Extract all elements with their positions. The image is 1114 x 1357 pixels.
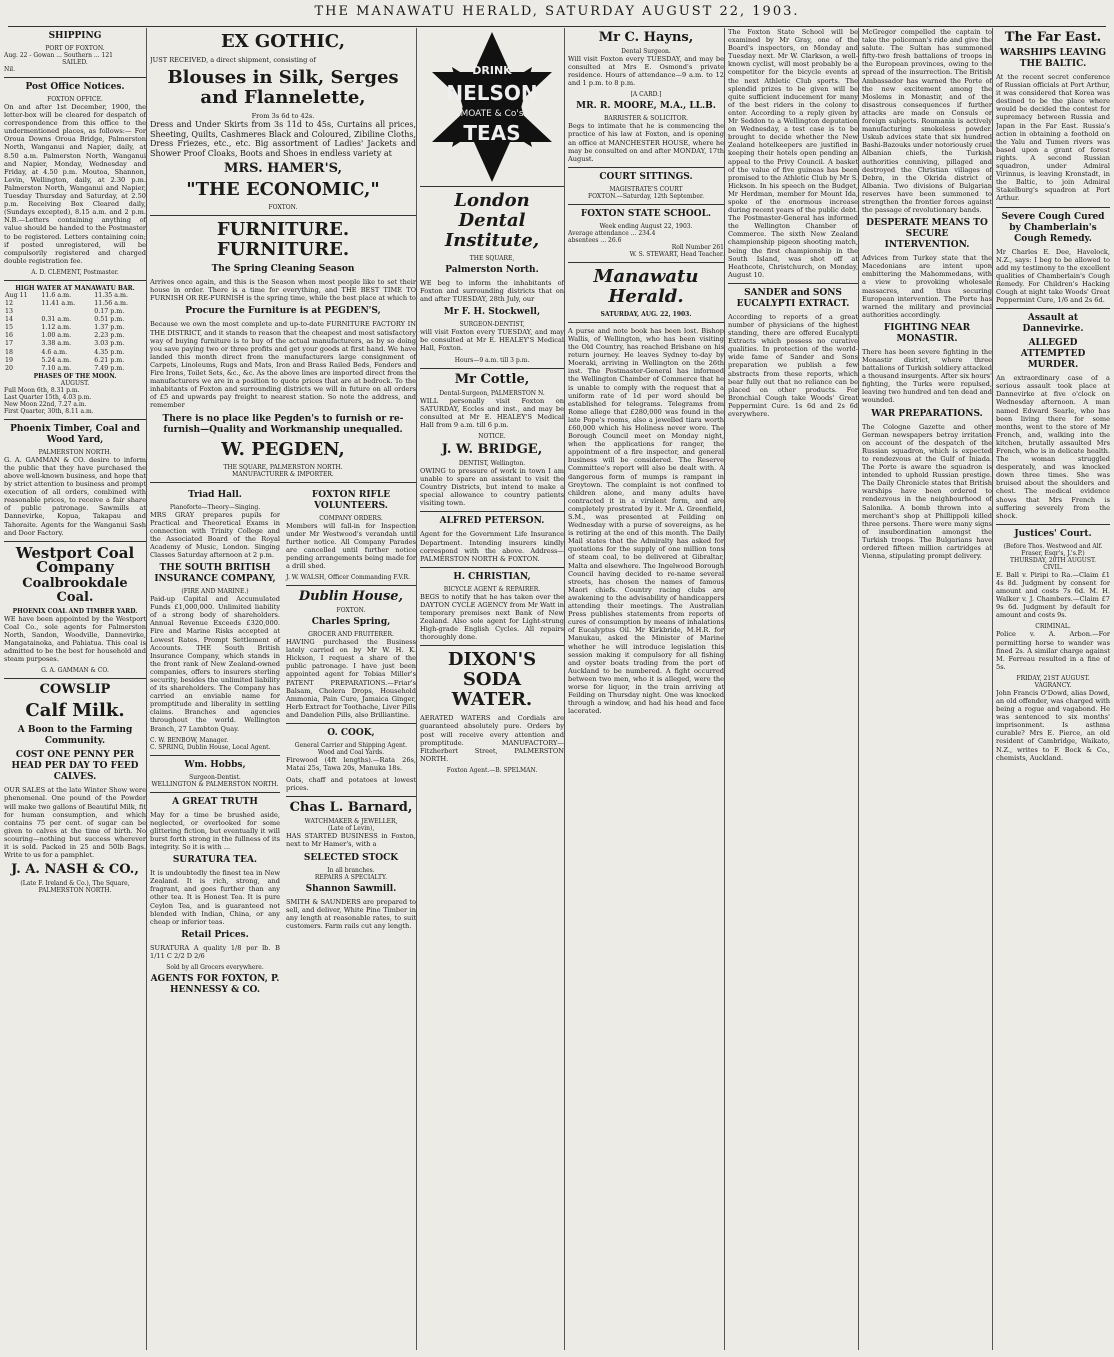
divider	[286, 585, 416, 586]
hobbs-address: WELLINGTON & PALMERSTON NORTH.	[151, 780, 279, 788]
tide-cell: 0.51 p.m.	[94, 316, 125, 324]
firewood-prices: Firewood (4ft lengths).—Rata 26s, Matai 25s, Tawa 20s, Manuka 18s.	[286, 756, 416, 773]
tide-cell: 13	[5, 308, 14, 316]
westport-sign: G. A. GAMMAN & CO.	[41, 667, 109, 675]
school-roll: Roll Number 261	[671, 243, 724, 251]
herald-title: Manawatu Herald.	[593, 265, 699, 307]
barnard-sub: WATCHMAKER & JEWELLER,	[304, 818, 398, 826]
hobbs-title: Wm. Hobbs,	[184, 759, 246, 770]
nash-sub: (Late F. Ireland & Co.), The Square, PALMERSTON NORTH.	[20, 880, 130, 895]
procure-line: Procure the Furniture is at PEGDEN'S,	[185, 306, 381, 317]
christian-sub: BICYCLE AGENT & REPAIRER.	[443, 585, 541, 593]
phoenix-coal: PHOENIX COAL AND TIMBER YARD.	[12, 607, 138, 615]
hayns-title: Mr C. Hayns,	[598, 30, 694, 45]
tide-cell: 11.56 a.m.	[94, 299, 128, 307]
tide-row	[4, 324, 146, 332]
branches-line: In all branches.	[327, 866, 375, 874]
moon-lines	[4, 387, 146, 415]
assault-title: Assault at Dannevirke.	[1022, 313, 1084, 335]
repairs-line: REPAIRS A SPECIALTY.	[314, 873, 388, 881]
divider	[420, 368, 564, 369]
divider	[996, 308, 1110, 309]
tide-cell: 11.35 a.m.	[94, 291, 128, 299]
divider	[568, 322, 724, 323]
tide-cell: 19	[5, 356, 14, 364]
agents-foxton: AGENTS FOR FOXTON, P. HENNESSY & CO.	[150, 973, 280, 995]
tide-row	[4, 349, 146, 357]
column-3	[420, 28, 565, 1350]
divider	[420, 511, 564, 512]
court-line: FOXTON.—Saturday, 12th September.	[587, 192, 705, 200]
moon-line: First Quarter, 30th, 8.11 a.m.	[4, 407, 94, 415]
bridge-sub: DENTIST, Wellington.	[458, 459, 526, 467]
spring-cleaning: The Spring Cleaning Season	[211, 264, 355, 275]
barnard-body: HAS STARTED BUSINESS in Foxton, next to Mr Hamer's, with a	[286, 832, 416, 849]
divider	[420, 645, 564, 646]
charles-spring: Charles Spring,	[311, 617, 391, 628]
alleged-title: ALLEGED ATTEMPTED MURDER.	[1020, 338, 1086, 371]
divider	[150, 482, 416, 483]
column-6	[862, 28, 993, 1350]
divider	[4, 77, 146, 78]
post-office-sub: FOXTON OFFICE.	[47, 96, 103, 103]
dental-body: WE beg to inform the inhabitants of Foxton and surrounding districts that on and after TUESDAY, 28th July, our	[420, 279, 564, 304]
blouses-title: Blouses in Silk, Serges and Flannelette,	[167, 67, 399, 109]
tide-cell: 11.6 a.m.	[41, 291, 72, 299]
pegden-trade: MANUFACTURER & IMPORTER.	[232, 470, 334, 478]
tide-row	[4, 365, 146, 373]
divider	[568, 167, 724, 168]
oats-line: Oats, chaff and potatoes at lowest prices.	[286, 776, 416, 793]
triad-body: MRS GRAY prepares pupils for Practical and Theoretical Exams in connection with Trinity College and the Associated Board of the Royal Academy of Music, London. Singing Classes Saturday afternoon at 2 p.m.	[150, 510, 280, 559]
barnard-title: Chas L. Barnard,	[289, 800, 413, 816]
southbritish-title: THE SOUTH BRITISH INSURANCE COMPANY,	[154, 563, 276, 585]
economic-foxton: FOXTON.	[268, 204, 298, 212]
furniture-body-2: Because we own the most complete and up-to-date FURNITURE FACTORY IN THE DISTRICT, and it stands to reason that the cheapest and most satisfactory way of buying furniture is to buy of the actual manufacturers, as by so doing you save paying two or three profits and get your goods at first hand. We have landed this month direct from the manufacturers large consignment of Carpets, Linoleums, Rugs and Mats, Iron and Brass Railed Beds, Fenders and Fire Irons, Toilet Sets, &c., &c. As the above lines are imported direct from the manufacturers we are in a position to quote prices that are at bedrock. To the inhabitants of Foxton and surrounding districts we will in future on all orders of £5 and upwards pay freight to nearest station. So note the address, and remember	[150, 320, 416, 410]
thursday-label: THURSDAY, 20TH AUGUST.	[1010, 556, 1096, 564]
phoenix-title: Phoenix Timber, Coal and Wood Yard,	[10, 423, 140, 445]
divider	[568, 204, 724, 205]
cough-body: Mr Charles E. Dee, Havelock, N.Z., says: I beg to be allowed to add my testimony to the excellent qualities of Chamberlain's Cough Remedy. For Children's Hacking Cough at night take Woods' Great Peppermint Cure, 1/6 and 2s 6d.	[996, 247, 1110, 305]
news-body: A purse and note book has been lost. Bishop Wallis, of Wellington, who has been visiting the Old Country, has reached Brisbane on his return journey. He leaves Sydney to-day by Moeraki, arriving in Wellington on the 26th inst. The Postmaster-General has informed the Wellington Chamber of Commerce that he is unable to comply with the request that a uniform rate of 1d per word should be established for telegrams. Telegrams from Rome allege that £280,000 was found in the late Pope's rooms, also a jewelled tiara worth £60,000 which his Holiness never wore. The Borough Council meet on Monday night, when the applications for ranger, the appointment of a fire inspector, and general business will be considered. The Reserve Committee's report will also be dealt with. A dangerous form of mumps is rampant in Greytown. The complaint is not confined to children alone, and many adults have contracted it in a virulent form, and are completely prostrated by it. Mr A. Greenfield, S.M., was presented at Feilding on Wednesday with a purse of sovereigns, as he is retiring at the end of this month. The Daily Mail states that the Admiralty has asked for quotations for the supply of one million tons of steam coal, to be delivered at Gibraltar, Malta and elsewhere. The Ingelwood Borough Council having decided to re-name several streets, has chosen the names of famous Maori chiefs. Country racing clubs are awakening to the advisability of handicappers attending their meetings. The Australian Press publishes statements from reports of cures of consumption by means of inhalations of Eucalyptus Oil. Mr Kirkbride, M.H.R. for Manukau, asked the Minister of Marine whether he will introduce legislation this session making it compulsory for all fishing and oyster boats trading from the port of Auckland to be numbered. A fight occurred between two men, who it is alleged, were the worse for liquor, in the train arriving at Feilding on Thursday night. One was knocked through a window, and had his head and face lacerated.	[568, 326, 724, 716]
cook-title: O. COOK,	[327, 728, 375, 738]
moore-sub: BARRISTER & SOLICITOR.	[603, 115, 688, 123]
stockwell-body: will visit Foxton every TUESDAY, and may be consulted at Mr E. HEALEY'S Medical Hall, Foxton.	[420, 328, 564, 353]
phoenix-sub: PALMERSTON NORTH.	[38, 448, 112, 456]
divider	[4, 419, 146, 420]
christian-body: BEGS to notify that he has taken over the DAYTON CYCLE AGENCY from Mr Watt in temporary premises next Bank of New Zealand. Also sole agent for Light-strung High-grade English Cycles. All repairs thoroughly done.	[420, 592, 564, 642]
tide-cell: 4.35 p.m.	[94, 348, 125, 356]
divider	[568, 262, 724, 263]
criminal-body: Police v. A. Arbon.—For permitting horse to wander was fined 2s. A similar charge against M. Ferreau resulted in a fine of 5s.	[996, 630, 1110, 671]
court-sub: MAGISTRATE'S COURT	[609, 185, 683, 193]
column-2	[150, 28, 417, 1350]
moon-title: PHASES OF THE MOON.	[33, 372, 117, 380]
tide-row	[4, 316, 146, 324]
hayns-sub: Dental Surgeon.	[621, 48, 671, 55]
walsh-sign: J. W. WALSH, Officer Commanding F.V.R.	[286, 574, 410, 582]
vagrancy-body: John Francis O'Dowd, alias Dowd, an old offender, was charged with being a rogue and vagabond. He was sentenced to six months' imprisonment. Is asthma curable? Mrs E. Pierce, an old resident of Cambridge, Waikato, N.Z., writes to F. Bock & Co., chemists, Auckland.	[996, 688, 1110, 762]
shipping-line: Aug. 22 - Gowan ... Southern ... 121	[4, 52, 113, 59]
dixon-title: DIXON'S SODA WATER.	[447, 649, 537, 711]
tide-cell: 2.23 p.m.	[94, 332, 125, 340]
dublin-body: HAVING purchased the Business lately carried on by Mr W. H. K. Hickson, I request a share of the public patronage. I have just been appointed agent for Tobias Miller's PATENT PREPARATIONS.—Friar's Balsam, Cholera Drops, Household Ammonia, Pain Cure, Jamaica Ginger, Herb Extract for Toothache, Liver Pills and Dandelion Pills, also Brilliantine.	[286, 638, 416, 719]
mrs-hamers: MRS. HAMER'S,	[223, 161, 343, 177]
calf-milk-title: Calf Milk.	[25, 700, 125, 722]
dress-body: Dress and Under Skirts from 3s 11d to 45s, Curtains all prices, Sheeting, Quilts, Cashmeres Black and Coloured, Zibiline Cloths, Dress Friezes, etc., etc. Big assortment of Ladies' Jackets and Shower Proof Cloaks, Boots and Shoes in endless variety at	[150, 120, 416, 158]
column-7	[996, 28, 1110, 1350]
westport-title: Westport Coal Company	[15, 543, 135, 576]
bridge-title: J. W. BRIDGE,	[441, 441, 543, 457]
divider	[4, 678, 146, 679]
phoenix-body: G. A. GAMMAN & CO. desire to inform the public that they have purchased the above well-known business, and hope that by strict attention to business and prompt execution of all orders, combined with reasonable prices, to receive a fair share of public patronage. Sawmills at Dannevirke, Kopua, Takapau and Tahoraite. Agents for the Wanganui Sash and Door Factory.	[4, 455, 146, 537]
tide-table	[4, 292, 146, 373]
war-body: The Cologne Gazette and other German newspapers betray irritation on account of the despatch of the Russian squadron, which is expected to rendezvous at the Gulf of Iniada. The Porte is aware the squadron is intended to uphold Russian prestige. The Daily Chronicle states that British warships have been ordered to rendezvous in the neighbourhood of Salonika. A bomb thrown into a merchant's shop at Phillippoli killed three persons. There were many signs of insubordination amongst the Turkish troops. The Bulgarians have ordered fifteen million cartridges at Vienna, stipulating prompt delivery.	[862, 422, 992, 561]
great-truth-title: A GREAT TRUTH	[172, 796, 258, 807]
sailed-nil: Nil.	[4, 66, 15, 73]
tide-cell: 4.6 a.m.	[41, 348, 68, 356]
divider	[4, 541, 146, 542]
desperate-title: DESPERATE MEANS TO SECURE INTERVENTION.	[866, 218, 988, 251]
tide-cell: 1.12 a.m.	[41, 324, 72, 332]
justices-title: Justices' Court.	[1014, 528, 1092, 539]
company-orders: COMPANY ORDERS.	[319, 514, 383, 522]
westport-body: WE have been appointed by the Westport Coal Co., sole agents for Palmerston North, Sandon, Woodville, Dannevirke, Mangatainoka, and Pahiatua. This coal is admitted to be the best for household and steam purposes.	[4, 614, 146, 664]
cottle-body: WILL personally visit Foxton on SATURDAY, Eccles and inst., and may be consulted at Mr E. HEALEY'S Medical Hall from 9 a.m. till 6 p.m.	[420, 396, 564, 429]
moon-line: New Moon 22nd, 7.27 a.m.	[4, 400, 87, 408]
sawmill-title: Shannon Sawmill.	[305, 883, 397, 894]
grocer-line: GROCER AND FRUITERER.	[308, 631, 394, 639]
bridge-body: OWING to pressure of work in town I am unable to spare an assistant to visit the Country Districts, but intend to make a special allowance to country patients visiting town.	[420, 466, 564, 508]
sawmill-body: SMITH & SAUNDERS are prepared to sell, and deliver, White Pine Timber in any length at reasonable rates, to suit customers. Farm rails cut any length.	[286, 897, 416, 930]
dublin-foxton: FOXTON.	[336, 607, 366, 615]
teas-label: TEAS	[463, 121, 521, 145]
tide-row	[4, 357, 146, 365]
sanders-title: SANDER and SONS EUCALYPTI EXTRACT.	[736, 287, 850, 309]
tide-row	[4, 292, 146, 300]
tide-cell: 15	[5, 324, 14, 332]
school-absentees: absentees ... 26.6	[568, 236, 622, 244]
justices-sub: (Before Thos. Westwood and Alf. Fraser, Esqr's, J.'s.P.)	[1003, 542, 1103, 557]
court-title: COURT SITTINGS.	[599, 171, 693, 182]
great-truth-body: May for a time be brushed aside, neglected, or overlooked for some glittering fiction, but eventually it will burst forth strong in the fullness of its integrity. So it is with ...	[150, 810, 280, 852]
post-office-sign: A. D. CLEMENT, Postmaster.	[31, 268, 119, 276]
spring-local-agent: C. SPRING, Dublin House, Local Agent.	[150, 743, 271, 751]
masthead: THE MANAWATU HERALD, SATURDAY AUGUST 22, 1903.	[8, 4, 1106, 27]
surgeon-dentist: SURGEON-DENTIST,	[459, 321, 525, 329]
nash-title: J. A. NASH & CO.,	[11, 862, 139, 878]
divider	[286, 796, 416, 797]
hayns-body: Will visit Foxton every TUESDAY, and may be consulted at Mrs E. Osmond's private residence. Hours of attendance—9 a.m. to 12 and 1 p.m. to 8 p.m.	[568, 55, 724, 88]
tide-cell: 0.31 a.m.	[41, 316, 72, 324]
moore-title: MR. R. MOORE, M.A., LL.B.	[576, 101, 716, 112]
tide-cell: 20	[5, 364, 14, 372]
divider	[996, 524, 1110, 525]
post-office-body: On and after 1st December, 1900, the letter-box will be cleared for despatch of correspondence from this office to the undermentioned places, as follows:— For Oroua Downs Oroua Bridge, Palmerston North, Wanganui and Napier, daily, at 8.50 a.m. Palmerston North, Wanganui and Napier, Monday, Wednesday and Friday, at 4.50 p.m. Moutoa, Shannon, Levin, Wellington, daily, at 2.30 p.m. Palmerston North, Wanganui and Napier, Tuesday Thursday and Saturday, at 2.50 p.m. Receiving Box Cleared daily, (Sundays excepted), 8.15 a.m. and 2 p.m. N.B.—Letters containing anything of value should be handed to the Postmaster to be registered. Letters containing coin; if posted unregistered, will be compulsorily registered and charged double registration fee.	[4, 103, 146, 265]
furniture-title: FURNITURE. FURNITURE.	[216, 219, 350, 261]
cook-sub: General Carrier and Shipping Agent.	[294, 742, 408, 749]
tide-cell: 1.00 a.m.	[41, 332, 72, 340]
post-office-title: Post Office Notices.	[25, 82, 125, 92]
barnard-levin: (Late of Levin),	[327, 825, 375, 833]
herald-date: SATURDAY, AUG. 22, 1903.	[600, 310, 692, 318]
fighting-title: FIGHTING NEAR MONASTIR.	[883, 322, 971, 344]
moon-sub: AUGUST.	[60, 379, 90, 387]
rifle-body: Members will fall-in for Inspection under Mr Westwood's verandah until further notice. All Company Parades are cancelled until further notice pending arrangements being made for a drill shed.	[286, 521, 416, 570]
dental-square: THE SQUARE,	[469, 255, 515, 262]
divider	[420, 186, 564, 187]
moate-label: MOATE & Co's	[460, 109, 524, 119]
warships-body: At the recent secret conference of Russian officials at Port Arthur, it was considered that Korea was destined to be the place where would be decided the contest for supremacy between Russia and Japan in the Far East. Russia's action in obtaining a foothold on the Yalu and Tumen rivers was based upon a grant of forest rights. A second Russian squadron, under Admiral Virinnus, is leaving Kronstadt, in the Baltic, to join Admiral Stakelburg's squadron at Port Arthur.	[996, 73, 1110, 203]
cowslip-title: COWSLIP	[39, 682, 111, 698]
stockwell-title: Mr F. H. Stockwell,	[443, 307, 541, 318]
retail-prices-body: SURATURA A quality 1/8 per lb. B 1/11 C 2/2 D 2/6	[150, 943, 280, 960]
dental-hours: Hours—9 a.m. till 3 p.m.	[454, 356, 530, 364]
peterson-body: Agent for the Government Life Insurance Department. Intending insurers kindly correspond with the above. Address— PALMERSTON NORTH & FOXTON.	[420, 530, 564, 563]
blouses-price: From 3s 6d to 42s.	[251, 112, 315, 121]
civil-body: E. Ball v. Piripi to Ra.—Claim £1 4s 8d. Judgment by consent for amount and costs 7s 6d. M. H. Walker v. J. Chambers.—Claim £7 9s 6d. Judgment by default for amount and costs 9s.	[996, 570, 1110, 620]
tide-cell: 1.37 p.m.	[94, 324, 125, 332]
tide-cell: 17	[5, 340, 14, 348]
fighting-body: There has been severe fighting in the Monastir district, where three battalions of Turkish soldiery attacked a thousand insurgents. After six hours' fighting, the Turks were repulsed, leaving two hundred and ten dead and wounded.	[862, 347, 992, 405]
col6-body: McGregor compelled the captain to take the policeman's ride and give the salute. The Sultan has summoned fifty-two fresh battalions of troops in the European provinces, owing to the spread of the insurrection. The British Ambassador has warned the Porte of the new excitement among the Moslems in Monastir, and of the disastrous consequences if further attacks are made on Consuls or foreign subjects. Roumania is actively manufacturing smokeless powder. Uskub advices state that six hundred Bashi-Bazouks under notoriously cruel Albanian chiefs, the Turkish authorities conniving, pillaged and destroyed the Christian villages of Debra, in the Okrida district of Albania. Two divisions of Bulgarian reserves have been summoned to strengthen the frontier forces against the passage of revolutionary bands.	[862, 28, 992, 215]
moore-body: Begs to intimate that he is commencing the practice of his law at Foxton, and is opening an office at MANCHESTER HOUSE, where he may be consulted on and after MONDAY, 17th August.	[568, 122, 724, 163]
cottle-sub: Dental-Surgeon, PALMERSTON N.	[439, 389, 545, 397]
vagrancy-label: VAGRANCY.	[1034, 681, 1072, 689]
tide-title: HIGH WATER AT MANAWATU BAR.	[15, 284, 135, 292]
cook-wood: Wood and Coal Yards.	[317, 749, 385, 756]
shipping-sub: PORT OF FOXTON.	[45, 45, 105, 52]
tide-cell	[40, 308, 93, 316]
sailed-label: SAILED.	[62, 59, 88, 66]
divider	[420, 567, 564, 568]
school-week: Week ending August 22, 1903.	[599, 222, 693, 230]
suratura-body: It is undoubtedly the finest tea in New Zealand. It is rich, strong, and fragrant, and goes further than any other tea. It is Honest Tea. It is pure Ceylon Tea, and is guaranteed not blended with Indian, China, or any cheap or inferior teas.	[150, 869, 280, 926]
column-5	[728, 28, 859, 1350]
dental-palmerston: Palmerston North.	[445, 265, 539, 275]
tide-row	[4, 300, 146, 308]
ex-gothic-title: EX GOTHIC,	[220, 31, 346, 52]
tide-row	[4, 332, 146, 340]
london-dental-title: London Dental Institute,	[444, 190, 540, 251]
moon-line: Full Moon 6th, 8.31 p.m.	[4, 386, 80, 394]
shipping-title: SHIPPING	[48, 31, 102, 41]
dixon-body: AERATED WATERS and Cordials are guaranteed absolutely pure. Orders by post will receive every attention and promptitude. MANUFACTORY—Fitzherbert Street, PALMERSTON NORTH.	[420, 714, 564, 763]
tide-cell: Aug 11	[5, 291, 28, 299]
divider	[150, 755, 280, 756]
no-place-line: There is no place like Pegden's to furnish or re-furnish—Quality and Workmanship unequalled.	[162, 413, 404, 435]
sanders-body: According to reports of a great number of physicians of the highest standing, there are offered Eucalypti Extracts which possess no curative qualities. In protection of the world-wide fame of Sander and Sons preparation we publish a few abstracts from these reports, which bear fully out that no reliance can be placed on other products. For Bronchial Cough take Woods' Great Peppermint Cure. 1s 6d and 2s 6d everywhere.	[728, 312, 858, 419]
school-average: Average attendance ... 234.4	[568, 229, 656, 237]
nelson-teas-logo	[432, 32, 552, 182]
tide-cell: 18	[5, 348, 14, 356]
cottle-title: Mr Cottle,	[454, 371, 530, 387]
civil-label: CIVIL.	[1043, 563, 1063, 571]
moon-line: Last Quarter 15th, 4.03 p.m.	[4, 393, 92, 401]
southbritish-body: Paid-up Capital and Accumulated Funds £1,000,000. Unlimited liability of a strong body of shareholders. Annual Revenue Exceeds £320,000. Fire and Marine Risks accepted at Lowest Rates. Prompt Settlement of Accounts. THE South British Insurance Company, which stands in the front rank of New Zealand-owned companies, offers to insurers sterling security, besides the unlimited liability of its shareholders. The Company has carried an enviable name for promptitude and liberality in settling claims. Branches and agencies throughout the world. Wellington Branch, 27 Lambton Quay.	[150, 595, 280, 733]
tide-cell: 7.10 a.m.	[41, 364, 72, 372]
tide-cell: 3.38 a.m.	[41, 340, 72, 348]
school-title: FOXTON STATE SCHOOL.	[580, 208, 712, 219]
divider	[996, 207, 1110, 208]
cowslip-cost: COST ONE PENNY PER HEAD PER DAY TO FEED CALVES.	[11, 750, 139, 783]
cowslip-body: OUR SALES at the late Winter Show were phenomenal. One pound of the Powder will make two gallons of Beautiful Milk, fit for human consumption, and which contains 75 per cent. of sugar can be given to calves at the time of birth. No scouring—nothing but success wherever it is sold. Packed in 25 and 50lb Bags. Write to us for a pamphlet.	[4, 786, 146, 860]
tide-cell: 11.41 a.m.	[41, 299, 76, 307]
col5-body: The Foxton State School will be examined by Mr Gray, one of the Board's inspectors, on Monday and Tuesday next. Mr W. Clarkson, a well-known cyclist, will most probably be a competitor for the bicycle events at the next Athletic Club sports. The splendid prizes to be given will be quite sufficient inducement for many of the best riders in the colony to enter. According to a reply given by Mr Seddon to a Wellington deputation on Wednesday, a test case is to be brought to decide whether the New Zealand hotelkeepers are justified in keeping their hotels open pending an appeal to the Privy Council. A basket of the value of five guineas has been promised to the Athletic Club by Mr S. Hickson. In his speech on the Budget, Mr Herdman, member for Mount Ida, spoke of the enormous increase during recent years of the public debt. The Postmaster-General has informed the Wellington Chamber of Commerce. The sixth New Zealand championship pigeon shooting match, being the first championship in the South Island, was shot off at Heathcote, Christchurch, on Monday, August 10.	[728, 28, 858, 279]
alleged-body: An extraordinary case of a serious assault took place at Dannevirke at five o'clock on Wednesday afternoon. A man named Edward Searle, who has been living there for some months, went to the store of Mr French, and, walking into the kitchen, brutally assaulted Mrs French, who is in delicate health. The woman struggled desperately, and was knocked down three times. She was bruised about the shoulders and chest. The medical evidence shows that Mrs French is suffering severely from the shock.	[996, 374, 1110, 520]
far-east-title: The Far East.	[1004, 30, 1102, 45]
furniture-body-1: Arrives once again, and this is the Season when most people like to set their house in order. There is a time for everything, and THE BEST TIME TO FURNISH OR RE-FURNISH is the spring time, while the best place at which to	[150, 278, 416, 303]
criminal-label: CRIMINAL.	[1035, 623, 1071, 631]
economic-title: "THE ECONOMIC,"	[186, 179, 380, 201]
tide-row	[4, 308, 146, 316]
warships-title: WARSHIPS LEAVING THE BALTIC.	[999, 48, 1107, 69]
tide-cell: 5.24 a.m.	[41, 356, 72, 364]
tide-row	[4, 340, 146, 348]
divider	[4, 280, 146, 281]
pegden-name: W. PEGDEN,	[221, 438, 345, 460]
tide-cell: 14	[5, 316, 14, 324]
peterson-title: ALFRED PETERSON.	[439, 516, 545, 527]
retail-prices-title: Retail Prices.	[181, 929, 249, 940]
sub-col-left	[150, 487, 280, 999]
war-title: WAR PREPARATIONS.	[871, 408, 983, 419]
tide-cell: 12	[5, 299, 14, 307]
desperate-body: Advices from Turkey state that the Macedonians are intent upon embittering the Mahommedans, with a view to provoking wholesale massacres, and thus securing European intervention. The Porte has warned the military and provincial authorities accordingly.	[862, 254, 992, 319]
christian-title: H. CHRISTIAN,	[453, 571, 531, 582]
triad-sub: Pianoforte—Theory—Singing.	[169, 503, 261, 511]
benbow-sign: C. W. BENBOW, Manager.	[150, 736, 229, 744]
southbritish-sub: (FIRE AND MARINE.)	[181, 588, 249, 596]
divider	[150, 215, 416, 216]
tide-cell: 6.21 p.m.	[94, 356, 125, 364]
notice-label: NOTICE.	[478, 432, 506, 440]
star-badge-icon	[432, 32, 552, 182]
cowslip-boon: A Boon to the Farming Community.	[17, 725, 133, 747]
hobbs-sub: Surgeon-Dentist.	[189, 773, 241, 781]
tide-cell: 3.03 p.m.	[94, 340, 125, 348]
sub-col-right	[286, 487, 416, 999]
cough-title: Severe Cough Cured by Chamberlain's Cough Remedy.	[1001, 211, 1105, 244]
a-card-label: [A CARD.]	[630, 91, 662, 99]
dublin-house-title: Dublin House,	[298, 589, 404, 605]
just-received: JUST RECEIVED, a direct shipment, consisting of	[150, 56, 316, 64]
nelson-label: NELSON	[446, 81, 538, 105]
foxton-rifle-title: FOXTON RIFLE VOLUNTEERS.	[311, 489, 391, 511]
tide-cell: 16	[5, 332, 14, 340]
tide-cell: 0.17 p.m.	[94, 308, 125, 316]
divider	[286, 723, 416, 724]
suratura-title: SURATURA TEA.	[172, 855, 258, 866]
friday-label: FRIDAY, 21ST AUGUST.	[1016, 674, 1090, 682]
column-1	[4, 28, 147, 1350]
divider	[728, 283, 858, 284]
school-sign: W. S. STEWART, Head Teacher.	[629, 250, 724, 258]
drink-label: DRINK	[472, 64, 512, 77]
tide-cell: 7.49 p.m.	[94, 364, 125, 372]
dixon-agent: Foxton Agent.—B. SPELMAN.	[446, 766, 538, 774]
column-4	[568, 28, 725, 1350]
grocers-line: Sold by all Grocers everywhere.	[166, 963, 264, 971]
triad-title: Triad Hall.	[188, 489, 242, 500]
two-col-block	[150, 487, 416, 999]
pegden-address: THE SQUARE, PALMERSTON NORTH.	[223, 463, 343, 471]
selected-stock: SELECTED STOCK	[303, 852, 399, 863]
divider	[150, 792, 280, 793]
coalbrookdale-title: Coalbrookdale Coal.	[22, 575, 128, 605]
